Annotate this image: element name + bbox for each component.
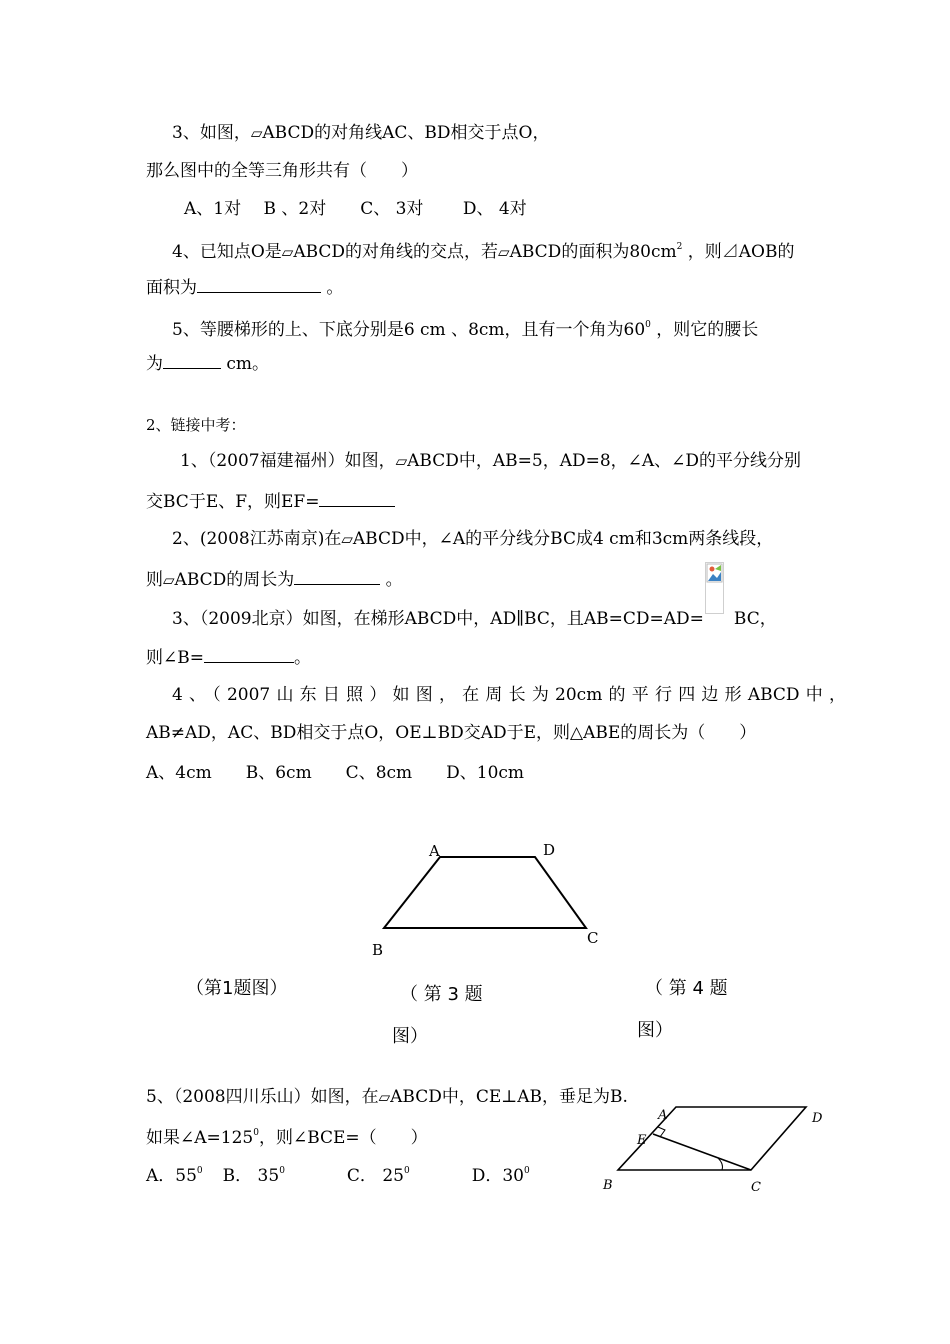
caption-fig1: （第1题图）	[186, 978, 288, 999]
option-d-sup: 0	[523, 1166, 530, 1176]
option-c-sup: 0	[403, 1166, 410, 1176]
l3-label: 则∠B=	[146, 648, 204, 668]
parallelogram-symbol: ▱	[498, 243, 510, 261]
l1-label: 交BC于E、F，则EF=	[146, 492, 320, 512]
l3-line1	[172, 608, 777, 630]
q5-line2	[146, 352, 269, 375]
trapezoid-shape	[384, 857, 586, 928]
option-c: C． 25	[346, 1166, 404, 1186]
parallelogram-symbol: ▱	[341, 530, 353, 548]
section-heading: 2、链接中考：	[146, 416, 246, 434]
l5-superscript: 0	[253, 1128, 259, 1138]
l2-text-pre2: 则	[146, 570, 163, 590]
option-a-sup: 0	[196, 1166, 203, 1176]
parallelogram-symbol: ▱	[250, 124, 263, 142]
caption-fig3-part1: （ 第 3 题	[400, 984, 483, 1005]
caption-fig3-part2: 图）	[392, 1026, 428, 1047]
vertex-c-label: C	[587, 929, 599, 947]
l2-line1	[172, 528, 773, 550]
q3-options: A、1对 B 、2对 C、 3对 D、 4对	[184, 199, 527, 219]
l4-line1: 4、（2007山东日照）如图，在周长为20cm的平行四边形ABCD中，	[172, 685, 846, 705]
l5-text-pre2: 如果∠A=125	[146, 1128, 254, 1148]
broken-image-icon	[705, 562, 724, 614]
option-a: A．55	[146, 1166, 197, 1186]
parallelogram-figure	[596, 1100, 836, 1200]
l3-text-pre: 3、（2009北京）如图，在梯形ABCD中，AD∥BC，且AB=CD=AD=	[172, 609, 704, 629]
option-b-sup: 0	[279, 1166, 285, 1176]
q5-superscript: 0	[645, 320, 651, 330]
l4-line2: AB≠AD，AC、BD相交于点O，OE⊥BD交AD于E，则△ABE的周长为（ ）	[146, 723, 757, 743]
q4-end: 。	[321, 278, 344, 298]
caption-fig4-part2: 图）	[637, 1020, 673, 1041]
q3-line2: 那么图中的全等三角形共有（ ）	[146, 161, 418, 181]
l5-line2	[146, 1122, 428, 1149]
vertex-e-label: E	[637, 1133, 647, 1148]
q4-line2	[146, 276, 343, 299]
answer-blank[interactable]	[163, 352, 221, 369]
l2-text-mid: ABCD的周长为	[174, 570, 295, 590]
parallelogram-symbol: ▱	[378, 1088, 391, 1106]
l5-text-post: ABCD中，CE⊥AB，垂足为B.	[390, 1087, 628, 1107]
q4-superscript: 2	[676, 242, 683, 252]
l2-line2	[146, 568, 403, 591]
q4-label: 面积为	[146, 278, 197, 298]
vertex-c-label: C	[751, 1180, 761, 1195]
q5-line1	[172, 314, 758, 341]
option-b: B． 35	[222, 1166, 280, 1186]
l2-text-post: ABCD中，∠A的平分线分BC成4 cm和3cm两条线段，	[352, 529, 774, 549]
l3-text-post: BC，	[733, 609, 777, 629]
l1-text-post: ABCD中，AB=5，AD=8，∠A、∠D的平分线分别	[407, 451, 802, 471]
l1-line1	[180, 450, 801, 472]
l5-text-post2: ，则∠BCE=（ ）	[258, 1128, 428, 1148]
l5-text-pre: 5、（2008四川乐山）如图，在	[146, 1087, 379, 1107]
parallelogram-symbol: ▱	[395, 452, 408, 470]
q5-text-post: ，则它的腰长	[650, 320, 759, 340]
vertex-a-label: A	[658, 1108, 668, 1123]
option-d: D．30	[471, 1166, 524, 1186]
q4-text-mid: ABCD的对角线的交点，若	[293, 242, 499, 262]
l1-text-pre: 1、（2007福建福州）如图，	[180, 451, 396, 471]
segment-ce	[653, 1134, 751, 1170]
l1-line2	[146, 490, 395, 513]
vertex-b-label: B	[372, 941, 384, 959]
q4-text-post: ，则⊿AOB的	[682, 242, 795, 262]
parallelogram-symbol: ▱	[163, 571, 175, 589]
q5-label: 为	[146, 354, 163, 374]
parallelogram-symbol: ▱	[281, 243, 294, 261]
answer-blank[interactable]	[204, 646, 294, 663]
vertex-b-label: B	[603, 1178, 613, 1193]
l5-line1	[146, 1086, 628, 1108]
q4-text-pre: 4、已知点O是	[172, 242, 282, 262]
answer-blank[interactable]	[197, 276, 321, 293]
answer-blank[interactable]	[319, 490, 395, 507]
q4-line1	[172, 236, 794, 263]
vertex-d-label: D	[812, 1111, 823, 1126]
q4-text-mid2: ABCD的面积为80cm	[509, 242, 677, 262]
q5-text-pre: 5、等腰梯形的上、下底分别是6 cm 、8cm，且有一个角为60	[172, 320, 646, 340]
l2-end: 。	[380, 570, 403, 590]
q3-text-pre: 3、如图，	[172, 123, 251, 143]
trapezoid-figure	[360, 836, 620, 966]
q5-end: cm。	[221, 354, 270, 374]
vertex-d-label: D	[543, 841, 556, 859]
vertex-a-label: A	[429, 842, 440, 860]
q3-line1	[172, 122, 549, 144]
q3-text-post: ABCD的对角线AC、BD相交于点O，	[262, 123, 550, 143]
l4-options: A、4cm B、6cm C、8cm D、10cm	[146, 763, 525, 783]
answer-blank[interactable]	[294, 568, 380, 585]
caption-fig4-part1: （ 第 4 题	[645, 978, 728, 999]
l2-text-pre: 2、(2008江苏南京)在	[172, 529, 342, 549]
l5-options	[146, 1160, 530, 1187]
l3-end: 。	[293, 648, 311, 668]
l3-line2	[146, 646, 311, 669]
